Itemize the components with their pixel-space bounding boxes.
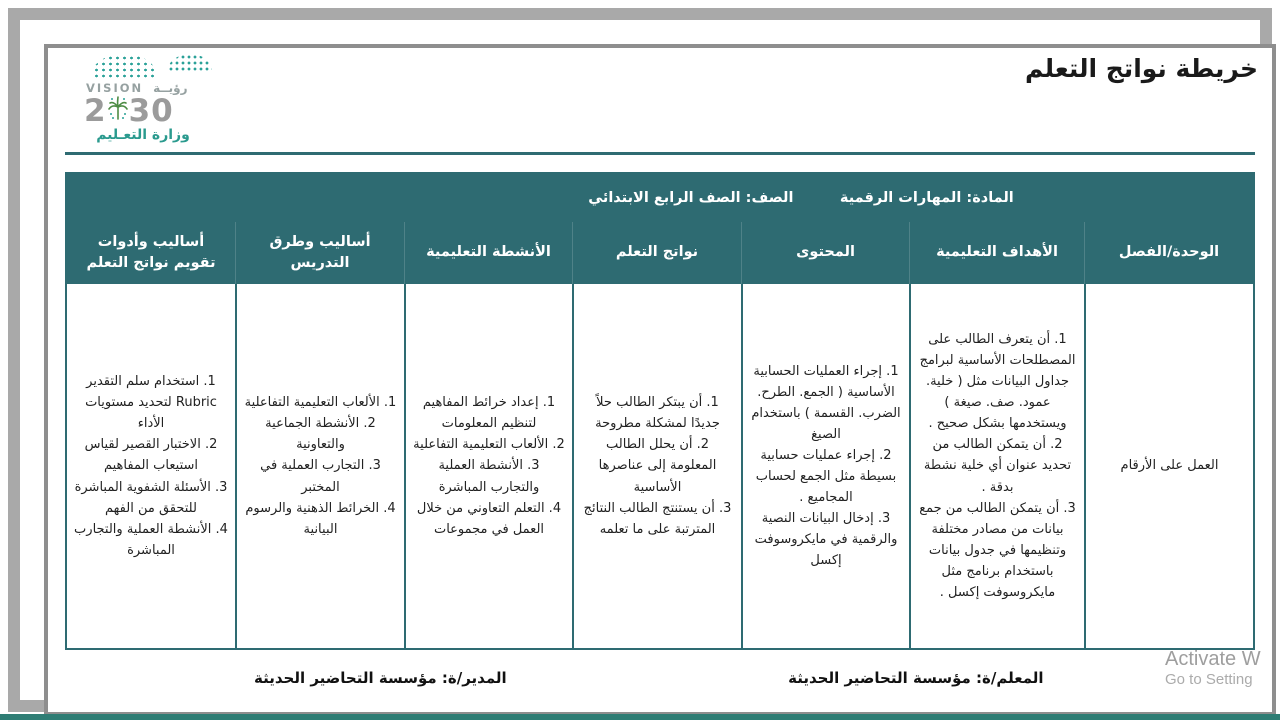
column-header-objectives: الأهداف التعليمية xyxy=(909,222,1084,284)
table-body-row xyxy=(67,284,1253,648)
cell-item: 1. أن يبتكر الطالب حلاً جديدًا لمشكلة مطروحة xyxy=(595,395,720,432)
grade-label: الصف: الصف الرابع الابتدائي xyxy=(588,190,794,206)
page-title: خريطة نواتج التعلم xyxy=(1025,54,1258,83)
cell-item: 2. الاختبار القصير لقياس استيعاب المفاهيم xyxy=(84,437,218,474)
bottom-teal-strip xyxy=(0,714,1280,720)
cell-item: 2. أن يحلل الطالب المعلومة إلى عناصرها الأساسية xyxy=(598,437,717,495)
table-header xyxy=(67,174,1253,284)
vision-2030-ministry-logo xyxy=(78,52,248,143)
cell-item: 4. الخرائط الذهنية والرسوم البيانية xyxy=(245,500,396,537)
logo-dots-pattern xyxy=(92,52,248,78)
ministry-of-education-label: وزارة التعـليم xyxy=(96,127,190,143)
document-page xyxy=(44,44,1276,716)
cell-outcomes xyxy=(572,284,741,648)
cell-item: 4. التعلم التعاوني من خلال العمل في مجموعات xyxy=(416,500,562,537)
table-column-headers xyxy=(67,222,1253,284)
column-header-activities: الأنشطة التعليمية xyxy=(404,222,572,284)
column-header-unit: الوحدة/الفصل xyxy=(1084,222,1253,284)
logo-dots-left xyxy=(92,54,156,78)
cell-item: 2. الأنشطة الجماعية والتعاونية xyxy=(265,416,376,453)
cell-content xyxy=(741,284,909,648)
cell-item: 2. إجراء عمليات حسابية بسيطة مثل الجمع لحساب المجاميع . xyxy=(755,447,897,506)
cell-item: 3. الأسئلة الشفوية المباشرة للتحقق من الفهم xyxy=(74,479,228,516)
learning-outcomes-table xyxy=(65,172,1255,650)
subject-label: المادة: المهارات الرقمية xyxy=(839,190,1014,206)
column-header-evaluation: أساليب وأدوات تقويم نواتج التعلم xyxy=(86,233,216,271)
signature-row xyxy=(65,648,1255,708)
vision-2030-year xyxy=(84,92,248,129)
column-header-outcomes: نواتج التعلم xyxy=(572,222,741,284)
cell-item: العمل على الأرقام xyxy=(1120,458,1219,474)
cell-item: 3. التجارب العملية في المختبر xyxy=(260,458,381,495)
cell-item: 1. الألعاب التعليمية التفاعلية xyxy=(244,395,397,411)
cell-objectives xyxy=(909,284,1084,648)
vision-en-label: VISION xyxy=(86,81,144,95)
year-digits-right: 30 xyxy=(128,92,174,129)
cell-evaluation xyxy=(67,284,235,648)
cell-item: 1. إعداد خرائط المفاهيم لتنظيم المعلومات xyxy=(422,395,556,432)
year-digit-left: 2 xyxy=(84,92,107,129)
table-meta-row xyxy=(67,174,1253,222)
header-divider-rule xyxy=(65,152,1255,155)
palm-tree-icon xyxy=(108,95,128,126)
cell-item: 1. أن يتعرف الطالب على المصطلحات الأساسية لبرامج جداول البيانات مثل ( خلية. عمود. صف. صيغة ) ويستخدمها بشكل صحيح . xyxy=(919,332,1076,432)
cell-item: 1. استخدام سلم التقدير Rubric لتحديد مستويات الأداء xyxy=(85,374,217,432)
cell-activities xyxy=(404,284,572,648)
cell-item: 3. إدخال البيانات النصية والرقمية في مايكروسوفت إكسل xyxy=(754,511,898,569)
cell-item: 1. إجراء العمليات الحسابية الأساسية ( الجمع. الطرح. الضرب. القسمة ) باستخدام الصيغ xyxy=(751,363,901,442)
cell-item: 2. الألعاب التعليمية التفاعلية xyxy=(413,437,565,453)
cell-item: 3. الأنشطة العملية والتجارب المباشرة xyxy=(438,458,540,495)
cell-unit xyxy=(1084,284,1253,648)
teacher-name: المعلم/ة: مؤسسة التحاضير الحديثة xyxy=(788,669,1044,687)
windows-activation-watermark xyxy=(1165,648,1261,689)
cell-item: 3. أن يستنتج الطالب النتائج المترتبة على ما تعلمه xyxy=(583,500,732,537)
cell-item: 3. أن يتمكن الطالب من جمع بيانات من مصادر مختلفة وتنظيمها في جدول بيانات باستخدام برنامج مثل مايكروسوفت إكسل . xyxy=(919,500,1076,600)
principal-name: المدير/ة: مؤسسة التحاضير الحديثة xyxy=(254,669,507,687)
column-header-content: المحتوى xyxy=(741,222,909,284)
page-frame xyxy=(8,8,1272,712)
column-header-methods: أساليب وطرق التدريس xyxy=(235,222,404,284)
cell-item: 2. أن يتمكن الطالب من تحديد عنوان أي خلية نشطة بدقة . xyxy=(923,437,1072,495)
cell-item: 4. الأنشطة العملية والتجارب المباشرة xyxy=(74,521,228,558)
go-to-settings-text: Go to Setting xyxy=(1165,671,1253,688)
cell-methods xyxy=(235,284,404,648)
vision-ar-label: رؤيــة xyxy=(153,81,188,95)
activate-windows-text: Activate W xyxy=(1165,648,1261,670)
logo-dots-right xyxy=(168,54,212,73)
